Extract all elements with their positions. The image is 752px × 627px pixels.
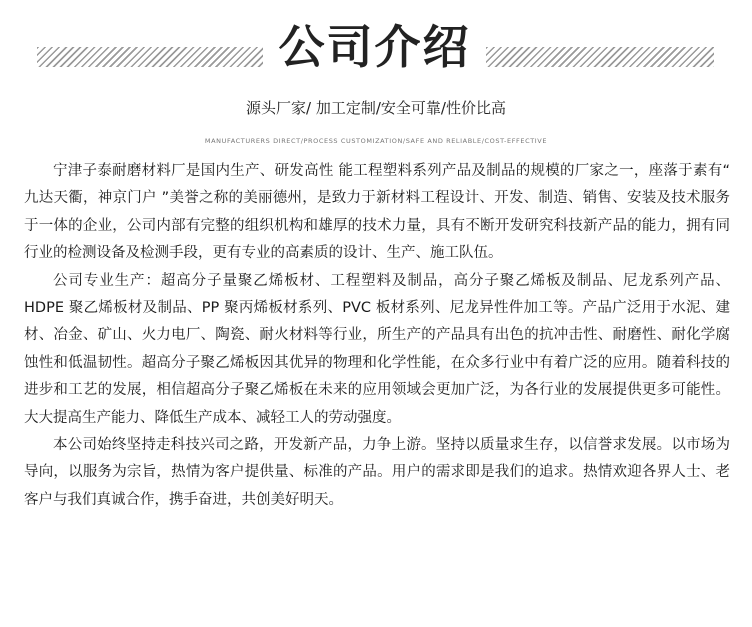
- section-header: [0, 14, 752, 74]
- paragraph-products: 公司专业生产：超高分子量聚乙烯板材、工程塑料及制品，高分子聚乙烯板及制品、尼龙系列产品、HDPE 聚乙烯板材及制品、PP 聚丙烯板材系列、PVC 板材系列、尼龙异性件加工等。产品广泛用于水泥、建材、冶金、矿山、火力电厂、陶瓷、耐火材料等行业，所生产的产品具有出色的抗冲击性、耐磨性、耐化学腐蚀性和低温韧性。超高分子聚乙烯板因其优异的物理和化学性能，在众多行业中有着广泛的应用。随着科技的进步和工艺的发展，相信超高分子聚乙烯板在未来的应用领域会更加广泛，为各行业的发展提供更多可能性。大大提高生产能力、降低生产成本、减轻工人的劳动强度。: [24, 272, 730, 426]
- subtitle: 源头厂家/ 加工定制/安全可靠/性价比高: [246, 99, 506, 117]
- hatch-decoration-right: [486, 47, 714, 67]
- company-introduction-body: [24, 158, 730, 514]
- page-title: 公司介绍: [278, 20, 471, 74]
- paragraph-company-overview: 宁津子泰耐磨材料厂是国内生产、研发高性 能工程塑料系列产品及制品的规模的厂家之一，座落于素有“ 九达天衢，神京门户 ”美誉之称的美丽德州，是致力于新材料工程设计、开发、制造、销售、安装及技术服务于一体的企业，公司内部有完整的组织机构和雄厚的技术力量，具有不断开发研究科技新产品的能力，拥有同行业的检测设备及检测手段，更有专业的高素质的设计、生产、施工队伍。: [24, 163, 730, 262]
- paragraph-philosophy: 本公司始终坚持走科技兴司之路，开发新产品，力争上游。坚持以质量求生存，以信誉求发展。以市场为导向，以服务为宗旨，热情为客户提供量、标准的产品。用户的需求即是我们的追求。热情欢迎各界人士、老客户与我们真诚合作，携手奋进，共创美好明天。: [24, 437, 730, 508]
- subtitle-english: MANUFACTURERS DIRECT/PROCESS CUSTOMIZATION/SAFE AND RELIABLE/COST-EFFECTIVE: [204, 137, 548, 145]
- hatch-decoration-left: [37, 47, 263, 67]
